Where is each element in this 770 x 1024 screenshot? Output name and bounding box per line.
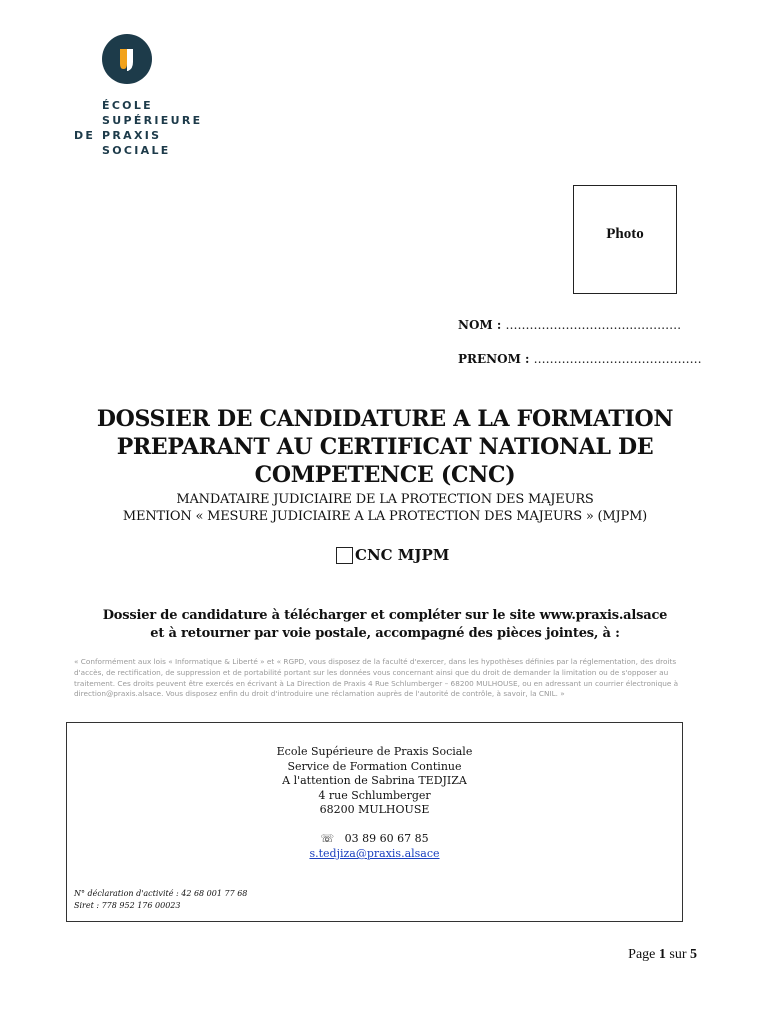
phone-line — [67, 832, 682, 845]
phone-number: 03 89 60 67 85 — [344, 832, 429, 845]
address-line-3: A l'attention de Sabrina TEDJIZA — [282, 774, 467, 787]
prenom-label: PRENOM : — [458, 352, 530, 366]
prenom-field[interactable] — [458, 352, 702, 366]
photo-box — [573, 185, 677, 294]
title-line-2: PREPARANT AU CERTIFICAT NATIONAL DE — [116, 434, 654, 460]
logo-line-sociale: SOCIALE — [102, 144, 171, 157]
document-subtitle — [60, 491, 710, 525]
siret-number: Siret : 778 952 176 00023 — [74, 901, 181, 910]
activity-declaration: N° déclaration d'activité : 42 68 001 77 68 — [74, 889, 248, 898]
address-line-4: 4 rue Schlumberger — [318, 788, 431, 802]
school-logo-icon — [102, 34, 152, 84]
email-link[interactable]: s.tedjiza@praxis.alsace — [309, 847, 440, 860]
logo-line-praxis: PRAXIS — [102, 129, 162, 142]
logo-line-ecole: ÉCOLE — [102, 99, 153, 112]
subtitle-line-1: MANDATAIRE JUDICIAIRE DE LA PROTECTION DES MAJEURS — [176, 492, 594, 507]
page-number — [560, 947, 697, 963]
subtitle-line-2: MENTION « MESURE JUDICIAIRE A LA PROTECTION DES MAJEURS » (MJPM) — [122, 509, 648, 524]
cnc-mjpm-checkbox[interactable] — [336, 547, 353, 564]
cnc-mjpm-option[interactable] — [336, 546, 449, 564]
nom-field[interactable] — [458, 318, 681, 332]
instructions-line-1: Dossier de candidature à télécharger et compléter sur le site www.praxis.alsace — [102, 608, 668, 623]
logo-line-superieure: SUPÉRIEURE — [102, 114, 203, 127]
address-lines — [67, 745, 682, 818]
email-line — [67, 847, 682, 860]
prenom-dots: …………………………………… — [533, 352, 702, 366]
title-line-1: DOSSIER DE CANDIDATURE A LA FORMATION — [96, 406, 674, 432]
phone-icon: ☏ — [320, 832, 335, 845]
title-line-3: COMPETENCE (CNC) — [254, 462, 516, 488]
logo-line-de: DE — [74, 129, 96, 142]
address-line-2: Service de Formation Continue — [287, 759, 462, 773]
registration-info — [74, 888, 247, 912]
school-logo-text — [74, 98, 214, 158]
nom-dots: …………………………..………… — [505, 318, 682, 332]
nom-label: NOM : — [458, 318, 502, 332]
page-prefix: Page — [628, 947, 656, 962]
address-line-5: 68200 MULHOUSE — [319, 803, 430, 816]
rgpd-notice: « Conformément aux lois « Informatique & Liberté » et « RGPD, vous disposez de la faculté d'exercer, dans les hypothèses définies par la réglementation, des droits d'accès, de rectification, de suppression et de portabilité portant sur les données vous concernant ainsi que du droit de demander la limitation ou de s'opposer au traitement. Ces droits peuvent être exercés en écrivant à La Direction de Praxis 4 Rue Schlumberger – 68200 MULHOUSE, ou en adressant un courrier électronique à direction@praxis.alsace. Vous disposez enfin du droit d'introduire une réclamation auprès de l'autorité de contrôle, à savoir, la CNIL. » — [74, 657, 679, 699]
instructions — [60, 607, 710, 643]
document-title — [60, 405, 710, 489]
page-sep: sur — [669, 947, 687, 962]
address-line-1: Ecole Supérieure de Praxis Sociale — [276, 745, 473, 758]
instructions-line-2: et à retourner par voie postale, accompagné des pièces jointes, à : — [150, 626, 620, 641]
photo-label: Photo — [606, 226, 644, 242]
page-total: 5 — [690, 947, 697, 962]
cnc-mjpm-label: CNC MJPM — [355, 546, 450, 564]
page-current: 1 — [658, 947, 666, 962]
address-box — [66, 722, 683, 922]
